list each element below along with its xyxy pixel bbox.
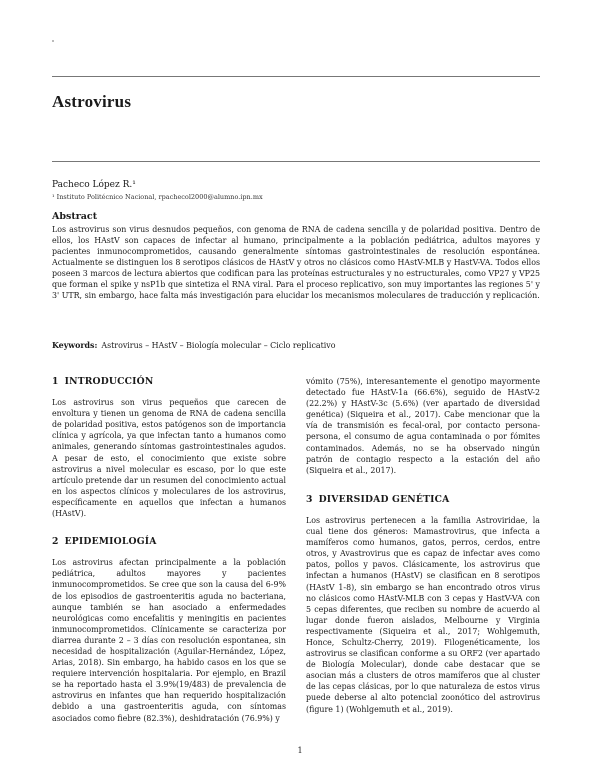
section-body-epidemiologia-cont: vómito (75%), interesantemente el genotipo mayormente detectado fue HAstV-1a (66.6%), seguido de HAstV-2 (22.2%) y HAstV-3c (5.6%) (ver apartado de diversidad genética) (Siqueira et al., 2017). Cabe mencionar que la vía de transmisión es fecal-oral, por contacto persona-persona, el consumo de agua contaminada o por fómites contaminados. Además, no se ha observado ningún patrón de contagio respecto a la estación del año (Siqueira et al., 2017). <box>306 377 540 475</box>
affiliation-line: ¹ Instituto Politécnico Nacional, rpachecol2000@alumno.ipn.mx <box>52 193 263 201</box>
section-heading-introduccion <box>52 376 286 387</box>
keywords-line <box>52 341 540 350</box>
section-number: 3 <box>306 493 313 505</box>
right-column <box>306 376 540 715</box>
section-title: DIVERSIDAD GENÉTICA <box>318 493 450 505</box>
top-rule <box>52 76 540 77</box>
abstract-text: Los astrovirus son virus desnudos pequeños, con genoma de RNA de cadena sencilla y de polaridad positiva. Dentro de ellos, los HAstV son capaces de infectar al humano, principalmente a la población pediátrica, adultos mayores y pacientes inmunocomprometidos, causando generalmente síntomas gastrointestinales de resolución espontánea. Actualmente se distinguen los 8 serotipos clásicos de HAstV y otros no clásicos como HAstV-MLB y HastV-VA. Todos ellos poseen 3 marcos de lectura abiertos que codifican para las proteínas estructurales y no estructurales, como VP27 y VP25 que forman el spike y nsP1b que sintetiza el RNA viral. Para el proceso replicativo, son muy importantes las regiones 5' y 3' UTR, sin embargo, hace falta más investigación para elucidar los mecanismos moleculares de traducción y replicación. <box>52 225 540 300</box>
section-number: 1 <box>52 376 59 387</box>
abstract-heading: Abstract <box>52 211 98 222</box>
left-column <box>52 376 286 724</box>
section-heading-epidemiologia <box>52 536 286 547</box>
paper-title: Astrovirus <box>52 92 132 111</box>
keywords-label: Keywords: <box>52 341 98 350</box>
author-line: Pacheco López R.¹ <box>52 180 136 190</box>
header-mark <box>52 40 54 42</box>
section-body-diversidad-genetica: Los astrovirus pertenecen a la familia Astroviridae, la cual tiene dos géneros: Mamastrovirus, que infecta a mamíferos como humanos, gatos, perros, cerdos, entre otros, y Avastrovirus que es capaz de infectar aves como patos, pollos y pavos. Clásicamente, los astrovirus que infectan a humanos (HAstV) se clasifican en 8 serotipos (HAstV 1-8), sin embargo se han encontrado otros virus no clásicos como HAstV-MLB con 3 cepas y HastV-VA con 5 cepas diferentes, que reciben su nombre de acuerdo al lugar donde fueron aislados, Melbourne y Virginia respectivamente (Siqueira et al., 2017; Wohlgemuth, Honce, Schultz-Cherry, 2019). Filogenéticamente, los astrovirus se clasifican conforme a su ORF2 (ver apartado de Biología Molecular), donde cabe destacar que se asocian más a clusters de otros mamíferos que al cluster de las cepas clásicas, por lo que naturaleza de estos virus puede deberse al alto potencial zoonótico del astrovirus (figure 1) (Wohlgemuth et al., 2019). <box>306 515 540 714</box>
section-number: 2 <box>52 536 59 548</box>
section-body-introduccion: Los astrovirus son virus pequeños que carecen de envoltura y tienen un genoma de RNA de cadena sencilla de polaridad positiva, estos patógenos son de importancia clínica y agrícola, ya que infectan tanto a humanos como animales, generando síntomas gastrointestinales agudos. A pesar de esto, el conocimiento que existe sobre astrovirus a nivel molecular es escaso, por lo que este artículo pretende dar un resumen del conocimiento actual en los aspectos clínicos y moleculares de los astrovirus, específicamente en aquellos que infectan a humanos (HAstV). <box>52 398 286 519</box>
section-title: EPIDEMIOLOGÍA <box>64 536 157 548</box>
section-heading-diversidad-genetica <box>306 494 540 505</box>
section-title: INTRODUCCIÓN <box>64 376 154 387</box>
page-number: 1 <box>297 746 303 755</box>
keywords-list: Astrovirus – HAstV – Biología molecular – Ciclo replicativo <box>101 341 336 350</box>
section-body-epidemiologia: Los astrovirus afectan principalmente a la población pediátrica, adultos mayores y pacientes inmunocomprometidos. Se cree que son la causa del 6-9% de los episodios de gastroenteritis aguda no bacteriana, aunque también se han asociado a enfermedades neurológicas como encefalitis y meningitis en pacientes inmunocomprometidos. Clínicamente se caracteriza por diarrea durante 2 – 3 días con resolución espontanea, sin necesidad de hospitalización (Aguilar-Hernández, López, Arias, 2018). Sin embargo, ha habido casos en los que se requiere intervención hospitalaria. Por ejemplo, en Brazil se ha reportado hasta el 3.9%(19/483) de prevalencia de astrovirus en infantes que han requerido hospitalización debido a una gastroenteritis aguda, con síntomas asociados como fiebre (82.3%), deshidratación (76.9%) y <box>52 558 286 723</box>
title-rule <box>52 161 540 162</box>
